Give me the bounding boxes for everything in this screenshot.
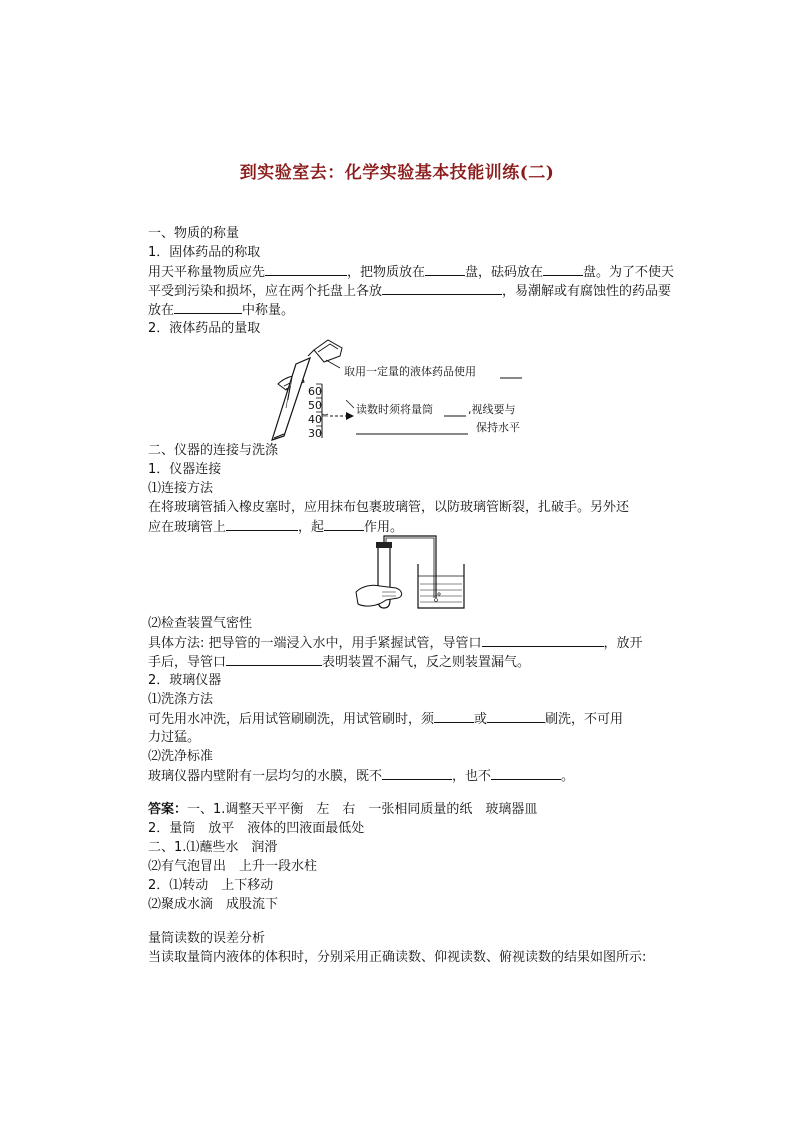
answer-line: ⑵有气泡冒出 上升一段水柱 bbox=[148, 859, 318, 874]
paragraph-line bbox=[148, 652, 530, 672]
page-title: 到实验室去：化学实验基本技能训练(二) bbox=[239, 163, 555, 183]
paragraph-line: 力过猛。 bbox=[148, 730, 201, 745]
section-heading-weighing: 一、物质的称量 bbox=[148, 226, 240, 241]
fill-blank bbox=[226, 517, 298, 531]
paragraph-line bbox=[148, 262, 674, 282]
hand-icon bbox=[356, 585, 402, 606]
subheading-connect: 1．仪器连接 bbox=[148, 462, 222, 477]
label-use: 取用一定量的液体药品使用 bbox=[344, 365, 476, 378]
section-heading-connection: 二、仪器的连接与洗涤 bbox=[148, 443, 279, 458]
fill-blank bbox=[324, 517, 364, 531]
text: 玻璃仪器内壁附有一层均匀的水膜，既不 bbox=[148, 769, 383, 784]
pointer-line bbox=[326, 360, 340, 368]
subheading-glassware: 2．玻璃仪器 bbox=[148, 673, 222, 688]
stopper-icon bbox=[376, 542, 392, 548]
text: 可先用水冲洗，后用试管刷刷洗，用试管刷时，须 bbox=[148, 712, 435, 727]
label-level: 保持水平 bbox=[476, 421, 520, 434]
text: 放在 bbox=[148, 303, 175, 318]
text: 用天平称量物质应先 bbox=[148, 265, 266, 280]
text: 或 bbox=[474, 712, 488, 727]
text: 应在玻璃管上 bbox=[148, 520, 227, 535]
fill-blank bbox=[382, 281, 502, 295]
fill-blank bbox=[425, 262, 465, 276]
answers-line bbox=[148, 800, 537, 819]
label-read: 读数时须将量筒 bbox=[356, 403, 433, 416]
text: ，把物质放在 bbox=[347, 265, 426, 280]
subheading-liquid: 2．液体药品的量取 bbox=[148, 321, 261, 336]
fill-blank bbox=[226, 652, 322, 666]
text: 具体方法: 把导管的一端浸入水中，用手紧握试管，导管口 bbox=[148, 636, 482, 651]
text: ，放开 bbox=[603, 636, 643, 651]
answer-line: ⑵聚成水滴 成股流下 bbox=[148, 897, 279, 912]
paragraph-line bbox=[148, 281, 671, 301]
paragraph-line bbox=[148, 300, 294, 320]
answer-line: 2．⑴转动 上下移动 bbox=[148, 878, 274, 893]
fill-blank bbox=[174, 300, 242, 314]
subheading-method: ⑴连接方法 bbox=[148, 481, 214, 496]
text: 手后，导管口 bbox=[148, 655, 227, 670]
tick-label: 40 bbox=[308, 413, 322, 426]
fill-blank bbox=[543, 262, 583, 276]
subheading-airtight: ⑵检查装置气密性 bbox=[148, 616, 253, 631]
label-read2: ,视线要与 bbox=[468, 403, 516, 416]
tick-label: 30 bbox=[308, 427, 322, 440]
fill-blank bbox=[434, 709, 474, 723]
text: ，也不 bbox=[452, 769, 492, 784]
answer-line: 2．量筒 放平 液体的凹液面最低处 bbox=[148, 821, 365, 836]
fill-blank bbox=[382, 766, 452, 780]
subheading-clean-standard: ⑵洗净标准 bbox=[148, 749, 214, 764]
pointer-line bbox=[346, 400, 354, 408]
scale-icon bbox=[308, 384, 328, 440]
fill-blank bbox=[487, 709, 545, 723]
analysis-heading: 量筒读数的误差分析 bbox=[148, 931, 266, 946]
text: 平受到污染和损坏，应在两个托盘上各放 bbox=[148, 284, 383, 299]
paragraph-line bbox=[148, 709, 623, 729]
fill-blank bbox=[265, 262, 347, 276]
fill-blank bbox=[482, 633, 604, 647]
text: 中称量。 bbox=[242, 303, 295, 318]
tick-label: 50 bbox=[308, 399, 322, 412]
text: 盘。为了不使天 bbox=[583, 265, 675, 280]
text: 作用。 bbox=[364, 520, 404, 535]
answer-text: 一、1.调整天平平衡 左 右 一张相同质量的纸 玻璃器皿 bbox=[187, 802, 538, 817]
paragraph-line bbox=[148, 766, 574, 786]
paragraph-line: 在将玻璃管插入橡皮塞时，应用抹布包裹玻璃管，以防玻璃管断裂，扎破手。另外还 bbox=[148, 500, 630, 515]
tick-label: 60 bbox=[308, 385, 322, 398]
airtightness-figure bbox=[352, 534, 472, 614]
analysis-paragraph: 当读取量筒内液体的体积时，分别采用正确读数、仰视读数、俯视读数的结果如图所示: bbox=[148, 950, 647, 965]
text: ，易潮解或有腐蚀性的药品要 bbox=[502, 284, 672, 299]
beaker-icon bbox=[418, 564, 464, 608]
answers-label: 答案： bbox=[148, 802, 188, 817]
text: ，起 bbox=[298, 520, 325, 535]
answer-line: 二、1.⑴蘸些水 润滑 bbox=[148, 840, 278, 855]
fill-blank bbox=[491, 766, 561, 780]
subheading-washing: ⑴洗涤方法 bbox=[148, 692, 214, 707]
text: 刷洗，不可用 bbox=[545, 712, 624, 727]
paragraph-line bbox=[148, 633, 643, 653]
text: 。 bbox=[561, 769, 575, 784]
cylinder-icon bbox=[272, 358, 310, 440]
graduated-cylinder-figure bbox=[262, 338, 532, 442]
text: 表明装置不漏气，反之则装置漏气。 bbox=[322, 655, 531, 670]
subheading-solid: 1．固体药品的称取 bbox=[148, 245, 261, 260]
reagent-bottle-icon bbox=[308, 340, 342, 362]
arrow-icon bbox=[346, 412, 354, 420]
text: 盘，砝码放在 bbox=[465, 265, 544, 280]
